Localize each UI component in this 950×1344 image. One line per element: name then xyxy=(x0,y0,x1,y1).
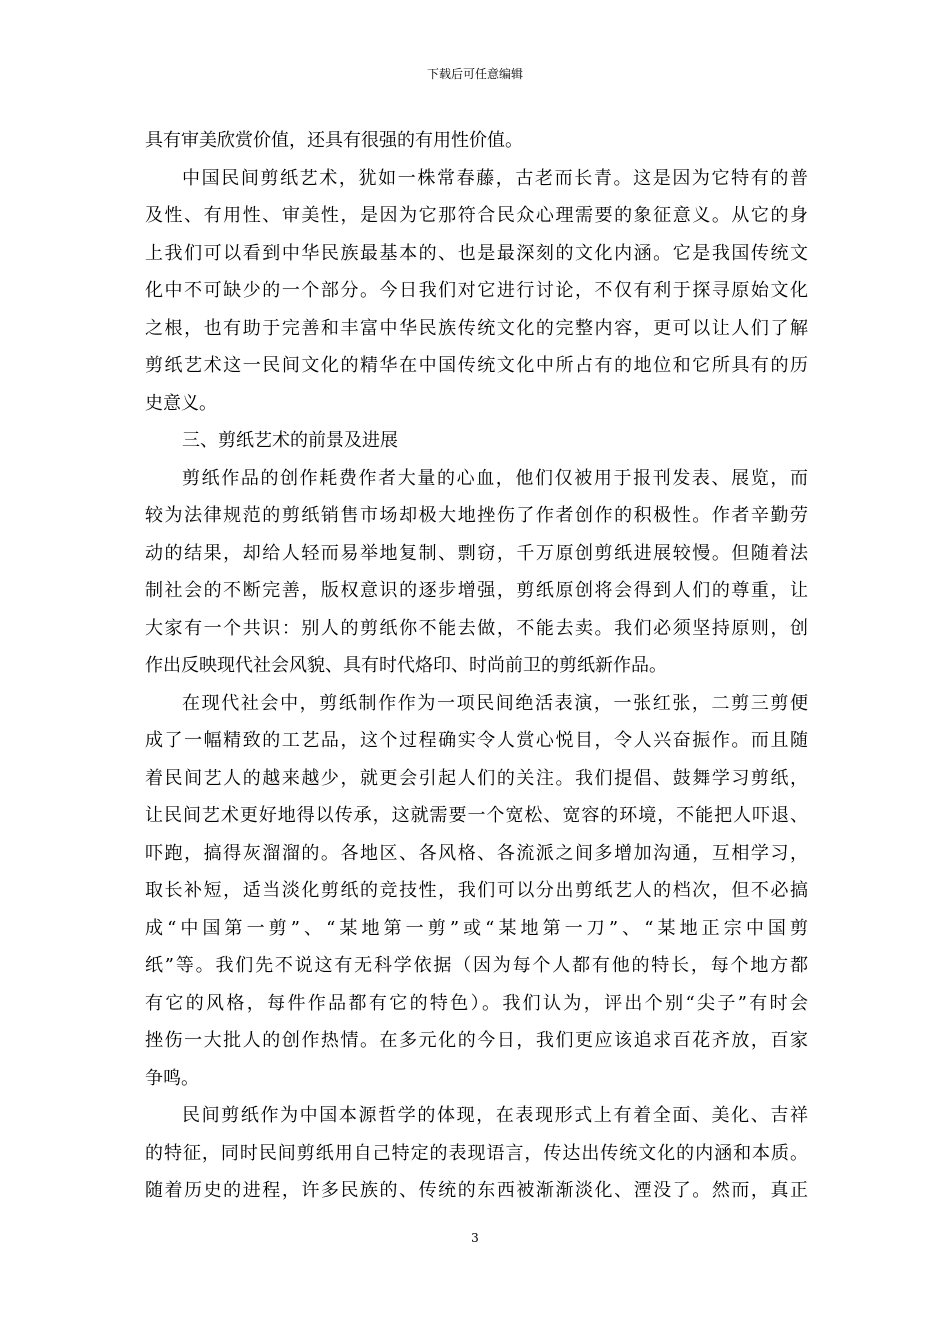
text-line: 史意义。 xyxy=(145,392,217,414)
text-line: 三、剪纸艺术的前景及进展 xyxy=(182,430,398,451)
text-line: 随着历史的进程，许多民族的、传统的东西被渐渐淡化、湮没了。然而，真正 xyxy=(145,1180,808,1201)
text-line: 的特征，同时民间剪纸用自己特定的表现语言，传达出传统文化的内涵和本质。 xyxy=(145,1142,808,1164)
text-line: 中国民间剪纸艺术，犹如一株常春藤，古老而长青。这是因为它特有的普 xyxy=(182,167,808,189)
text-line: 取长补短，适当淡化剪纸的竞技性，我们可以分出剪纸艺人的档次，但不必搞 xyxy=(145,880,808,901)
text-line: 有它的风格，每件作品都有它的特色）。我们认为，评出个别“尖子”有时会 xyxy=(145,992,808,1014)
text-line: 剪纸艺术这一民间文化的精华在中国传统文化中所占有的地位和它所具有的历 xyxy=(145,355,808,376)
text-line: 民间剪纸作为中国本源哲学的体现，在表现形式上有着全面、美化、吉祥 xyxy=(182,1105,808,1126)
text-line: 成了一幅精致的工艺品，这个过程确实令人赏心悦目，令人兴奋振作。而且随 xyxy=(145,730,808,751)
page-header: 下载后可任意编辑 xyxy=(426,67,523,81)
text-line: 成“中国第一剪”、“某地第一剪”或“某地第一刀”、“某地正宗中国剪 xyxy=(145,917,808,939)
text-line: 具有审美欣赏价值，还具有很强的有用性价值。 xyxy=(145,130,523,151)
page-number: 3 xyxy=(471,1231,479,1245)
text-line: 纸”等。我们先不说这有无科学依据（因为每个人都有他的特长，每个地方都 xyxy=(145,955,808,976)
text-line: 着民间艺人的越来越少，就更会引起人们的关注。我们提倡、鼓舞学习剪纸， xyxy=(145,767,808,789)
text-line: 上我们可以看到中华民族最基本的、也是最深刻的文化内涵。它是我国传统文 xyxy=(145,242,808,264)
text-line: 吓跑，搞得灰溜溜的。各地区、各风格、各流派之间多增加沟通，互相学习， xyxy=(145,842,808,864)
text-line: 之根，也有助于完善和丰富中华民族传统文化的完整内容，更可以让人们了解 xyxy=(145,317,808,339)
text-line: 大家有一个共识：别人的剪纸你不能去做，不能去卖。我们必须坚持原则，创 xyxy=(145,617,808,639)
text-line: 让民间艺术更好地得以传承，这就需要一个宽松、宽容的环境，不能把人吓退、 xyxy=(145,805,808,826)
text-line: 较为法律规范的剪纸销售市场却极大地挫伤了作者创作的积极性。作者辛勤劳 xyxy=(145,505,808,526)
text-line: 作出反映现代社会风貌、具有时代烙印、时尚前卫的剪纸新作品。 xyxy=(145,655,667,676)
text-line: 动的结果，却给人轻而易举地复制、剽窃，千万原创剪纸进展较慢。但随着法 xyxy=(145,542,808,564)
body-text xyxy=(145,122,808,1210)
text-line: 争鸣。 xyxy=(145,1067,199,1089)
text-line: 化中不可缺少的一个部分。今日我们对它进行讨论，不仅有利于探寻原始文化 xyxy=(145,280,808,301)
text-line: 挫伤一大批人的创作热情。在多元化的今日，我们更应该追求百花齐放，百家 xyxy=(145,1030,808,1051)
text-line: 剪纸作品的创作耗费作者大量的心血，他们仅被用于报刊发表、展览，而 xyxy=(182,467,808,489)
text-line: 及性、有用性、审美性，是因为它那符合民众心理需要的象征意义。从它的身 xyxy=(145,205,808,226)
text-line: 制社会的不断完善，版权意识的逐步增强，剪纸原创将会得到人们的尊重，让 xyxy=(145,580,808,601)
text-line: 在现代社会中，剪纸制作作为一项民间绝活表演，一张红张，二剪三剪便 xyxy=(182,692,808,714)
